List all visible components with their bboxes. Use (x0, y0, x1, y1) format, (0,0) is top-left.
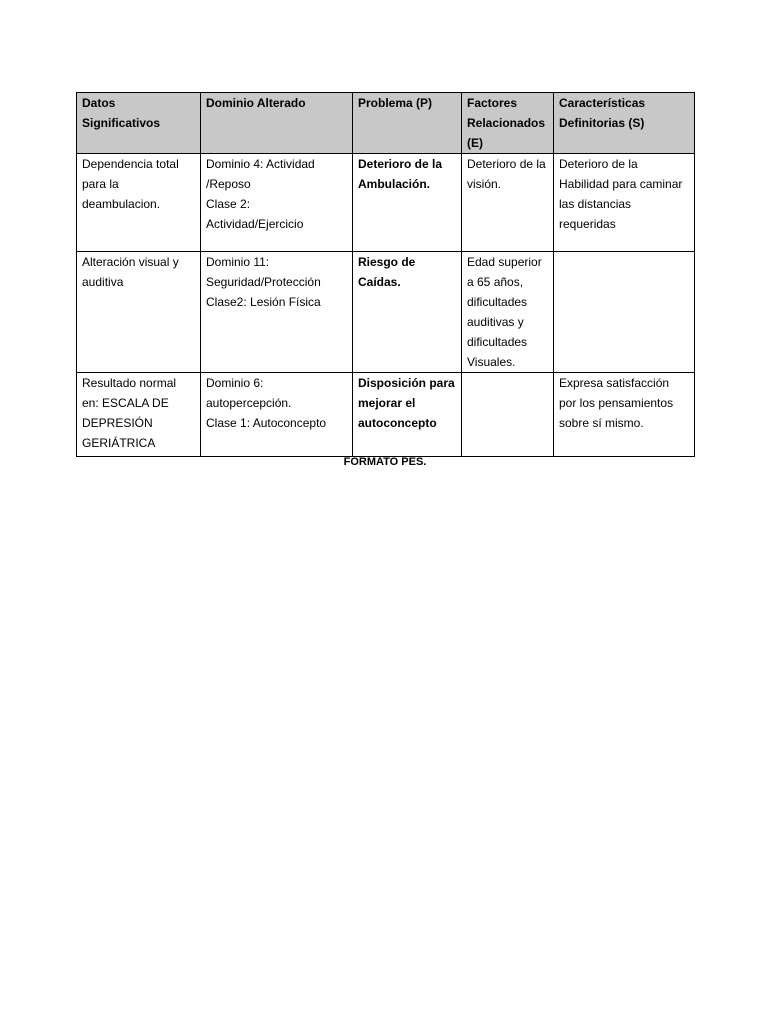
header-caracteristicas-definitorias: Características Definitorias (S) (554, 93, 695, 154)
cell-dominio (201, 252, 353, 373)
table-row (77, 373, 695, 457)
cell-dominio (201, 154, 353, 252)
clase-line: Clase 1: Autoconcepto (206, 416, 327, 430)
pes-table (76, 92, 695, 457)
cell-caracteristicas: Deterioro de la Habilidad para caminar las distancias requeridas (554, 154, 695, 252)
cell-caracteristicas (554, 252, 695, 373)
cell-datos: Alteración visual y auditiva (77, 252, 201, 373)
cell-dominio (201, 373, 353, 457)
cell-factores: Edad superior a 65 años, dificultades auditivas y dificultades Visuales. (462, 252, 554, 373)
dominio-line: Dominio 6: autopercepción. (206, 376, 292, 410)
cell-factores (462, 373, 554, 457)
cell-problema: Deterioro de la Ambulación. (353, 154, 462, 252)
clase-line: Clase 2: Actividad/Ejercicio (206, 197, 304, 231)
header-factores-relacionados: Factores Relacionados (E) (462, 93, 554, 154)
clase-line: Clase2: Lesión Física (206, 295, 321, 309)
cell-datos: Dependencia total para la deambulacion. (77, 154, 201, 252)
header-datos-significativos: Datos Significativos (77, 93, 201, 154)
cell-caracteristicas: Expresa satisfacción por los pensamientos sobre sí mismo. (554, 373, 695, 457)
dominio-line: Dominio 4: Actividad /Reposo (206, 157, 315, 191)
cell-problema: Disposición para mejorar el autoconcepto (353, 373, 462, 457)
cell-problema: Riesgo de Caídas. (353, 252, 462, 373)
dominio-line: Dominio 11: Seguridad/Protección (206, 255, 321, 289)
table-row (77, 154, 695, 252)
cell-factores: Deterioro de la visión. (462, 154, 554, 252)
table-row (77, 252, 695, 373)
table-caption: FORMATO PES. (343, 456, 427, 468)
header-problema: Problema (P) (353, 93, 462, 154)
header-dominio-alterado: Dominio Alterado (201, 93, 353, 154)
cell-datos: Resultado normal en: ESCALA DE DEPRESIÓN GERIÁTRICA (77, 373, 201, 457)
table-header-row (77, 93, 695, 154)
